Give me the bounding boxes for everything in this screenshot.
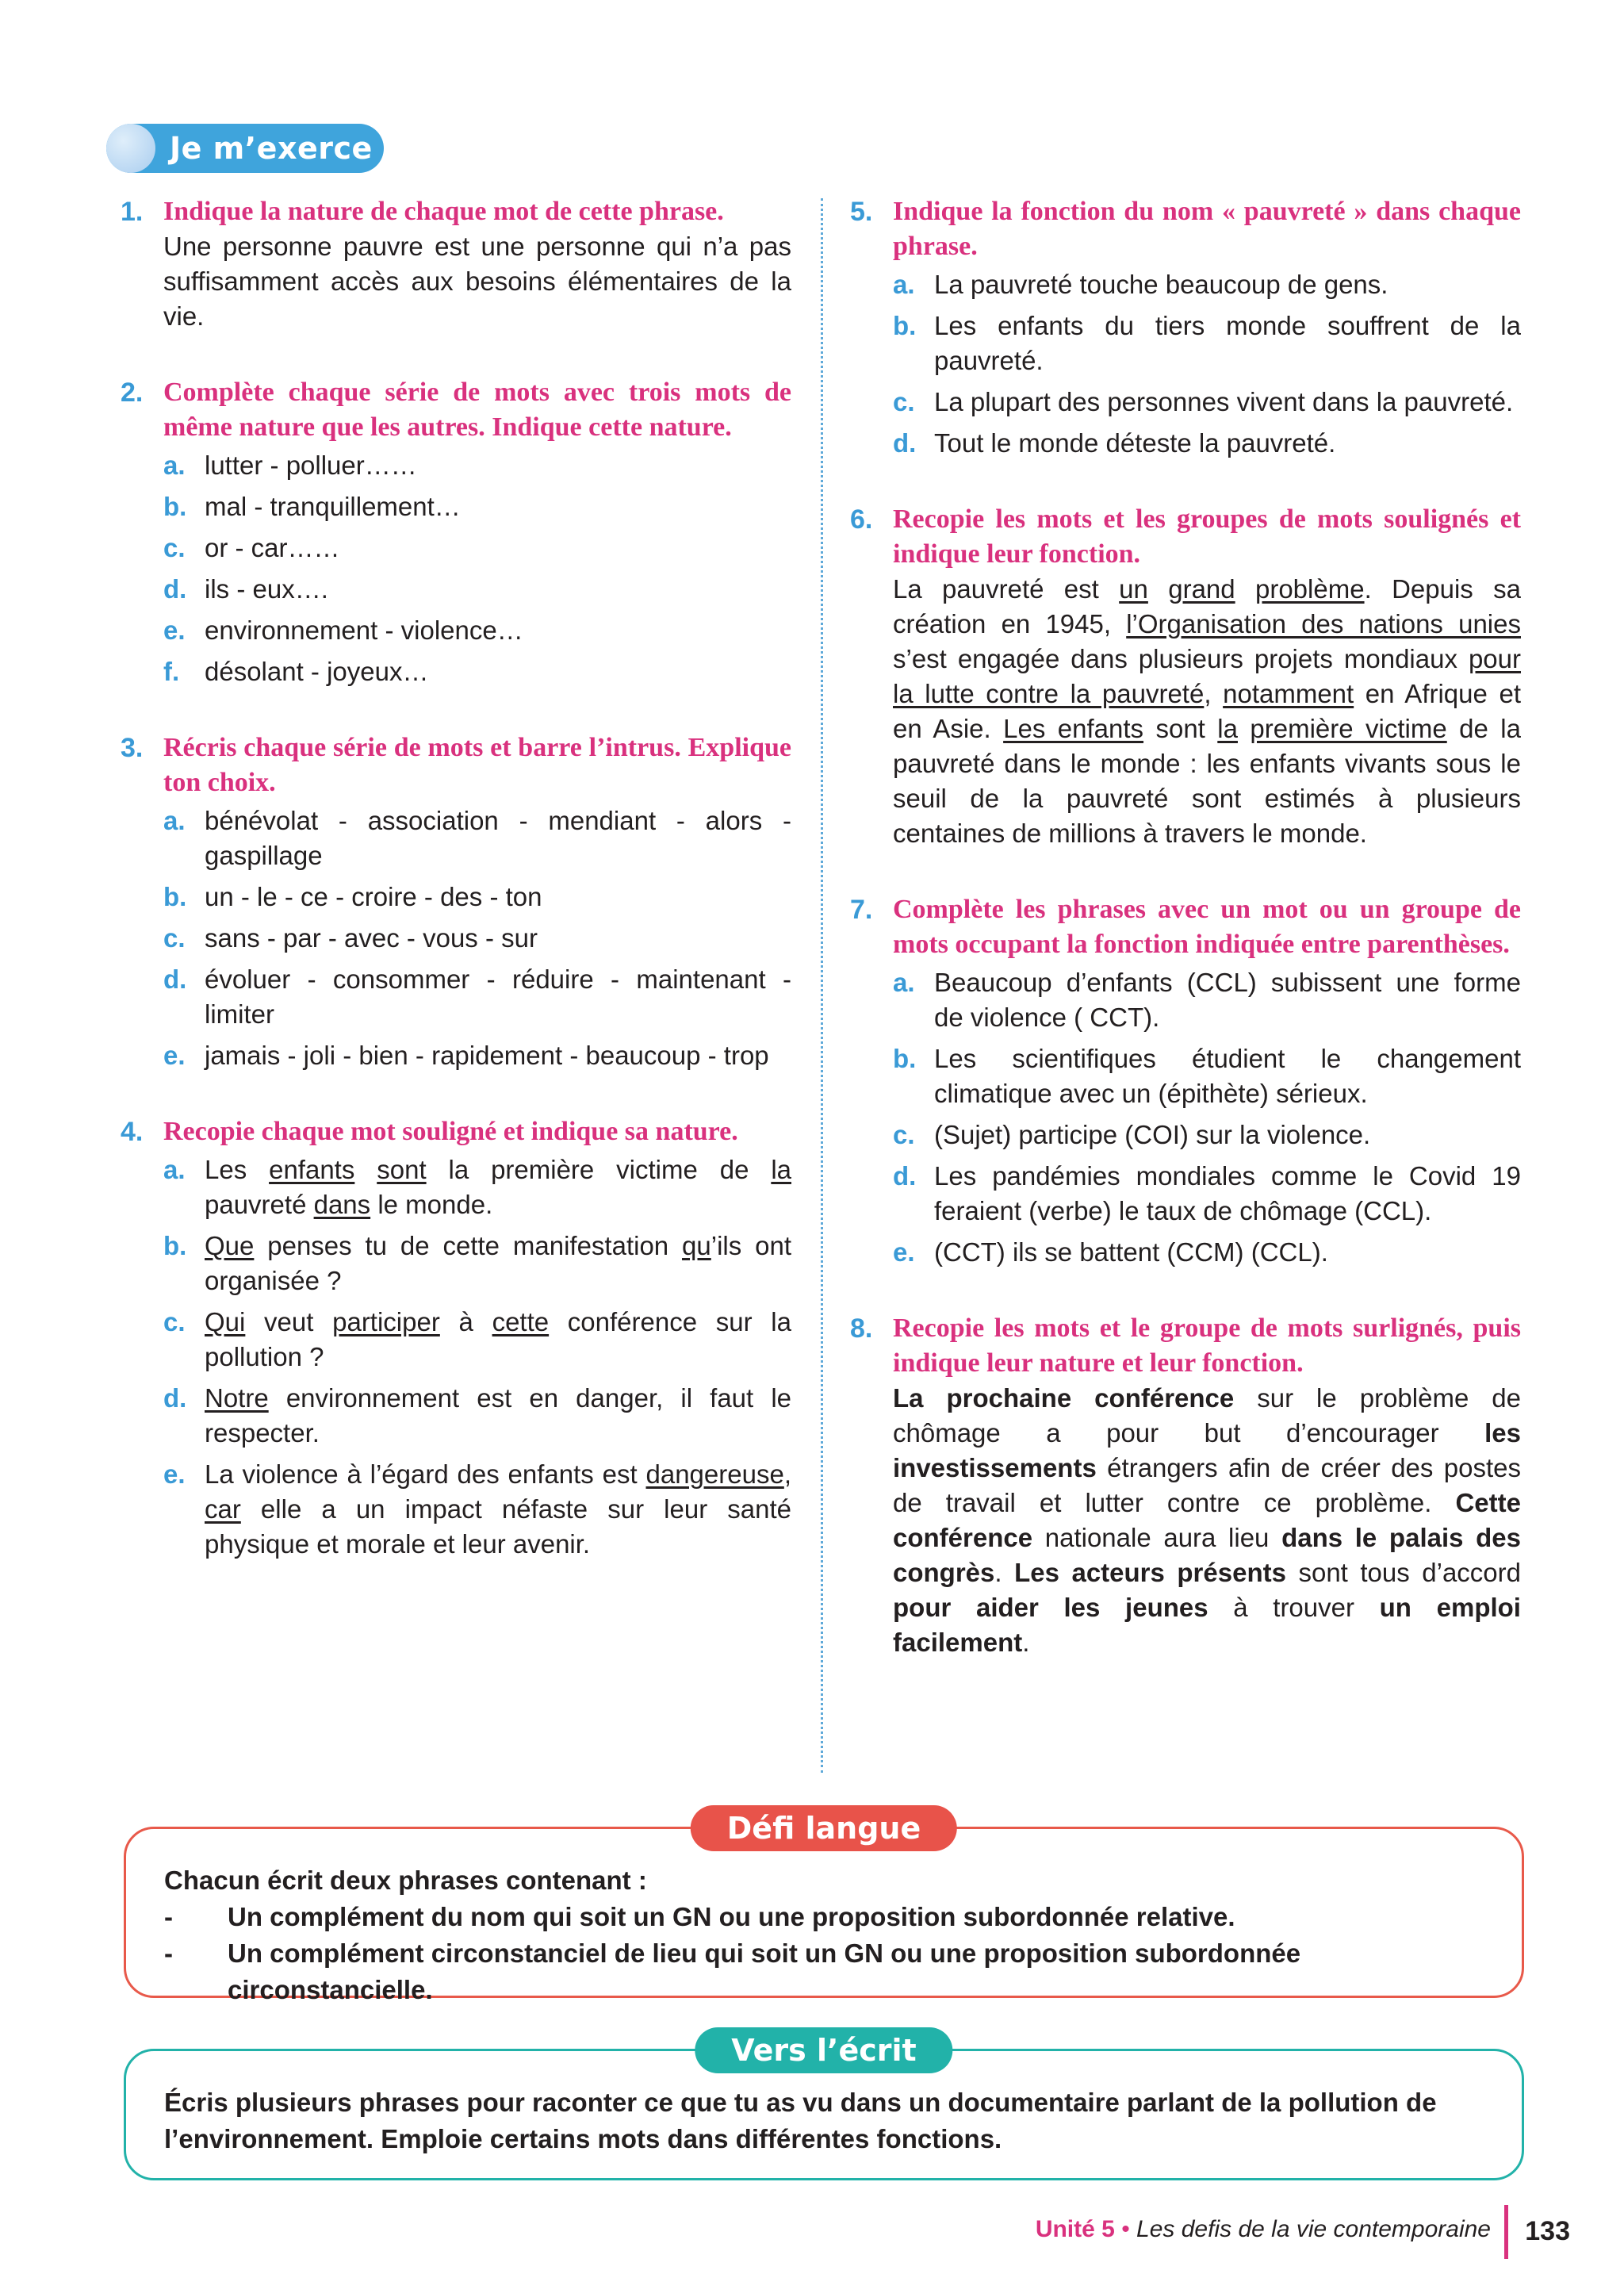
list-item <box>163 448 791 483</box>
defi-langue-box <box>124 1811 1524 2004</box>
exercise-title: Recopie les mots et le groupe de mots surlignés, puis indique leur nature et leur fonction. <box>893 1313 1521 1378</box>
item-text: désolant - joyeux… <box>205 657 429 686</box>
list-item <box>163 531 791 566</box>
text-segment: . <box>994 1558 1015 1587</box>
list-item <box>893 426 1521 461</box>
list-item <box>163 1152 791 1222</box>
list-item <box>893 1235 1521 1270</box>
highlighted-words: un emploi facilement <box>893 1593 1521 1657</box>
exercise-3 <box>121 731 791 1073</box>
item-text: Les enfants du tiers monde souffrent de la pauvreté. <box>934 311 1521 375</box>
dash: - <box>164 1902 173 1931</box>
text-segment: à <box>439 1307 492 1336</box>
text-segment: penses tu de cette manifestation <box>254 1231 683 1260</box>
item-letter: e. <box>163 1041 186 1070</box>
underlined-word: l’Organisation des nations unies <box>1126 609 1521 638</box>
item-text: environnement - violence… <box>205 615 523 645</box>
list-item <box>163 962 791 1032</box>
box-intro: Chacun écrit deux phrases contenant : <box>164 1866 647 1895</box>
item-text: or - car…… <box>205 533 340 562</box>
underlined-word: sont <box>377 1155 427 1184</box>
text-segment: . Depuis sa création en 1945, <box>893 574 1521 638</box>
exercise-number: 8. <box>850 1313 873 1344</box>
text-segment: la première victime de <box>426 1155 772 1184</box>
item-letter: d. <box>163 574 187 604</box>
exercise-text <box>893 572 1521 851</box>
item-list <box>163 1152 791 1562</box>
text-segment: ’ils ont organisée ? <box>205 1231 791 1295</box>
underlined-word: participer <box>332 1307 440 1336</box>
item-text: sans - par - avec - vous - sur <box>205 923 538 953</box>
item-letter: e. <box>163 615 186 645</box>
item-letter: f. <box>163 657 180 686</box>
list-item <box>163 572 791 607</box>
vers-ecrit-box <box>124 2033 1524 2180</box>
item-letter: b. <box>893 311 917 340</box>
underlined-word: première victime <box>1250 714 1447 743</box>
exercise-number: 1. <box>121 197 144 227</box>
highlighted-words: dans le palais des congrès <box>893 1523 1522 1587</box>
text-segment: La violence à l’égard des enfants est <box>205 1459 646 1489</box>
item-text: mal - tranquillement… <box>205 492 461 521</box>
exercise-1 <box>121 194 791 334</box>
unit-title: Les defis de la vie contemporaine <box>1136 2216 1491 2242</box>
item-text: lutter - polluer…… <box>205 451 417 480</box>
underlined-word: dans <box>313 1190 371 1219</box>
list-item <box>893 1041 1521 1111</box>
page-number: 133 <box>1525 2216 1570 2246</box>
item-letter: c. <box>893 387 915 416</box>
text-segment: le monde. <box>370 1190 493 1219</box>
item-letter: c. <box>163 533 186 562</box>
item-letter: d. <box>163 964 187 994</box>
item-letter: c. <box>893 1120 915 1149</box>
item-list <box>893 965 1521 1270</box>
page-footer <box>944 2205 1570 2261</box>
text-segment: en Afrique et en Asie. <box>893 679 1521 743</box>
underlined-word: Notre <box>205 1383 269 1413</box>
item-letter: d. <box>893 428 917 458</box>
exercise-title: Indique la nature de chaque mot de cette phrase. <box>163 197 724 226</box>
underlined-word: notamment <box>1223 679 1354 708</box>
list-item <box>163 654 791 689</box>
text-segment: s’est engagée dans plusieurs projets mondiaux <box>893 644 1469 673</box>
exercise-title: Complète chaque série de mots avec trois mots de même nature que les autres. Indique cette nature. <box>163 378 791 442</box>
item-letter: a. <box>893 968 915 997</box>
underlined-word: un <box>1119 574 1148 604</box>
unit-label: Unité 5 <box>1035 2216 1115 2242</box>
exercise-number: 2. <box>121 378 144 408</box>
item-letter: b. <box>893 1044 917 1073</box>
separator-dot: • <box>1121 2216 1130 2242</box>
item-letter: d. <box>893 1161 917 1191</box>
list-item <box>163 1381 791 1451</box>
item-letter: d. <box>163 1383 187 1413</box>
item-text: évoluer - consommer - réduire - maintenant - limiter <box>205 964 791 1029</box>
highlighted-words: Les acteurs présents <box>1014 1558 1286 1587</box>
box-body <box>164 2084 1484 2157</box>
highlighted-words: La prochaine conférence <box>893 1383 1235 1413</box>
text-segment <box>354 1155 377 1184</box>
underlined-word: la <box>1217 714 1238 743</box>
exercise-4 <box>121 1114 791 1562</box>
item-letter: a. <box>163 806 186 835</box>
item-list <box>163 448 791 689</box>
text-segment: sont tous d’accord <box>1285 1558 1521 1587</box>
box-text: Écris plusieurs phrases pour raconter ce que tu as vu dans un documentaire parlant de la pollution de l’environnement. Emploie certains mots dans différentes fonctions. <box>164 2088 1437 2153</box>
item-text: (CCT) ils se battent (CCM) (CCL). <box>934 1237 1328 1267</box>
list-item <box>163 1305 791 1375</box>
item-text: La plupart des personnes vivent dans la pauvreté. <box>934 387 1514 416</box>
item-text: bénévolat - association - mendiant - alors - gaspillage <box>205 806 791 870</box>
item-letter: e. <box>893 1237 915 1267</box>
list-item <box>893 267 1521 302</box>
list-item <box>163 921 791 956</box>
item-letter: a. <box>163 451 186 480</box>
footer-bar <box>1504 2205 1508 2259</box>
list-item <box>163 1457 791 1562</box>
text-segment <box>1148 574 1168 604</box>
underlined-word: Qui <box>205 1307 246 1336</box>
exercise-number: 6. <box>850 504 873 535</box>
circle-icon <box>106 124 155 173</box>
text-segment: , <box>1204 679 1224 708</box>
exercise-text <box>893 1381 1521 1660</box>
item-list <box>893 267 1521 461</box>
underlined-word: car <box>205 1494 241 1524</box>
underlined-word: Les enfants <box>1003 714 1144 743</box>
item-letter: a. <box>893 270 915 299</box>
item-text: ils - eux…. <box>205 574 328 604</box>
text-segment: pauvreté <box>205 1190 314 1219</box>
text-segment: Les <box>205 1155 270 1184</box>
exercise-6 <box>850 502 1521 851</box>
text-segment: , <box>783 1459 791 1489</box>
highlighted-words: Cette conférence <box>893 1488 1521 1552</box>
exercise-7 <box>850 892 1521 1270</box>
text-segment: . <box>1022 1628 1030 1657</box>
footer-unit <box>1036 2216 1491 2243</box>
exercise-number: 3. <box>121 733 144 763</box>
item-letter: b. <box>163 492 187 521</box>
exercise-title: Complète les phrases avec un mot ou un groupe de mots occupant la fonction indiquée entre parenthèses. <box>893 895 1521 959</box>
dash: - <box>164 1938 173 1968</box>
bullet-item <box>164 1899 1484 1935</box>
highlighted-words: pour aider les jeunes <box>893 1593 1208 1622</box>
item-text: un - le - ce - croire - des - ton <box>205 882 542 911</box>
underlined-word: Que <box>205 1231 255 1260</box>
exercise-number: 7. <box>850 895 873 925</box>
left-column <box>121 194 791 1603</box>
column-divider <box>821 198 823 1773</box>
list-item <box>163 489 791 524</box>
text-segment: environnement est en danger, il faut le respecter. <box>205 1383 791 1448</box>
exercise-title: Recopie les mots et les groupes de mots soulignés et indique leur fonction. <box>893 504 1521 569</box>
item-text: Beaucoup d’enfants (CCL) subissent une forme de violence ( CCT). <box>934 968 1521 1032</box>
underlined-word: cette <box>492 1307 550 1336</box>
section-title: Je m’exerce <box>170 131 373 166</box>
item-letter: c. <box>163 1307 186 1336</box>
list-item <box>893 1159 1521 1229</box>
item-list <box>163 803 791 1073</box>
exercise-title: Recopie chaque mot souligné et indique sa nature. <box>163 1117 738 1146</box>
text-segment <box>1238 714 1250 743</box>
list-item <box>893 1118 1521 1152</box>
list-item <box>893 385 1521 420</box>
box-tag: Défi langue <box>691 1805 957 1851</box>
list-item <box>893 309 1521 378</box>
bullet-item <box>164 1935 1484 2008</box>
highlighted-words: les investissements <box>893 1418 1521 1482</box>
item-text: (Sujet) participe (COI) sur la violence. <box>934 1120 1371 1149</box>
list-item <box>163 1038 791 1073</box>
exercise-5 <box>850 194 1521 461</box>
underlined-word: grand <box>1168 574 1235 604</box>
exercise-8 <box>850 1311 1521 1660</box>
text-segment: de la pauvreté dans le monde : les enfants vivants sous le seuil de la pauvreté sont estimés à plusieurs centaines de millions à travers le monde. <box>893 714 1521 848</box>
item-letter: e. <box>163 1459 186 1489</box>
exercise-title: Récris chaque série de mots et barre l’intrus. Explique ton choix. <box>163 733 791 797</box>
bullet-text: Un complément circonstanciel de lieu qui soit un GN ou une proposition subordonnée circonstancielle. <box>228 1938 1301 2004</box>
item-letter: a. <box>163 1155 186 1184</box>
text-segment: elle a un impact néfaste sur leur santé physique et morale et leur avenir. <box>205 1494 791 1559</box>
underlined-word: enfants <box>269 1155 355 1184</box>
underlined-word: pour la lutte contre la pauvreté <box>893 644 1521 708</box>
list-item <box>893 965 1521 1035</box>
underlined-word: problème <box>1254 574 1365 604</box>
item-text: La pauvreté touche beaucoup de gens. <box>934 270 1388 299</box>
item-letter: b. <box>163 1231 187 1260</box>
list-item <box>163 1229 791 1298</box>
item-text: Tout le monde déteste la pauvreté. <box>934 428 1336 458</box>
text-segment: sont <box>1143 714 1218 743</box>
text-segment: conférence sur la pollution ? <box>205 1307 791 1371</box>
text-segment: nationale aura lieu <box>1032 1523 1282 1552</box>
item-text: jamais - joli - bien - rapidement - beaucoup - trop <box>205 1041 769 1070</box>
list-item <box>163 880 791 915</box>
exercise-number: 5. <box>850 197 873 227</box>
list-item <box>163 803 791 873</box>
exercise-title: Indique la fonction du nom « pauvreté » dans chaque phrase. <box>893 197 1521 261</box>
underlined-word: dangereuse <box>645 1459 784 1489</box>
text-segment: à trouver <box>1208 1593 1380 1622</box>
bullet-text: Un complément du nom qui soit un GN ou une proposition subordonnée relative. <box>228 1902 1235 1931</box>
item-text: Les scientifiques étudient le changement climatique avec un (épithète) sérieux. <box>934 1044 1521 1108</box>
underlined-word: la <box>771 1155 791 1184</box>
item-letter: c. <box>163 923 186 953</box>
exercise-number: 4. <box>121 1117 144 1147</box>
item-letter: b. <box>163 882 187 911</box>
text-segment: sur le problème de chômage a pour but d’encourager <box>893 1383 1521 1448</box>
text-segment: La pauvreté est <box>893 574 1120 604</box>
box-tag: Vers l’écrit <box>695 2027 952 2073</box>
exercise-2 <box>121 375 791 689</box>
right-column <box>850 194 1521 1701</box>
item-text: Les pandémies mondiales comme le Covid 19 feraient (verbe) le taux de chômage (CCL). <box>934 1161 1521 1225</box>
text-segment: étrangers afin de créer des postes de travail et lutter contre ce problème. <box>893 1453 1521 1517</box>
text-segment: veut <box>245 1307 333 1336</box>
exercise-text: Une personne pauvre est une personne qui n’a pas suffisamment accès aux besoins élémentaires de la vie. <box>163 232 791 331</box>
text-segment <box>1235 574 1255 604</box>
box-body <box>164 1862 1484 2008</box>
list-item <box>163 613 791 648</box>
underlined-word: qu <box>682 1231 711 1260</box>
section-header <box>106 124 384 173</box>
